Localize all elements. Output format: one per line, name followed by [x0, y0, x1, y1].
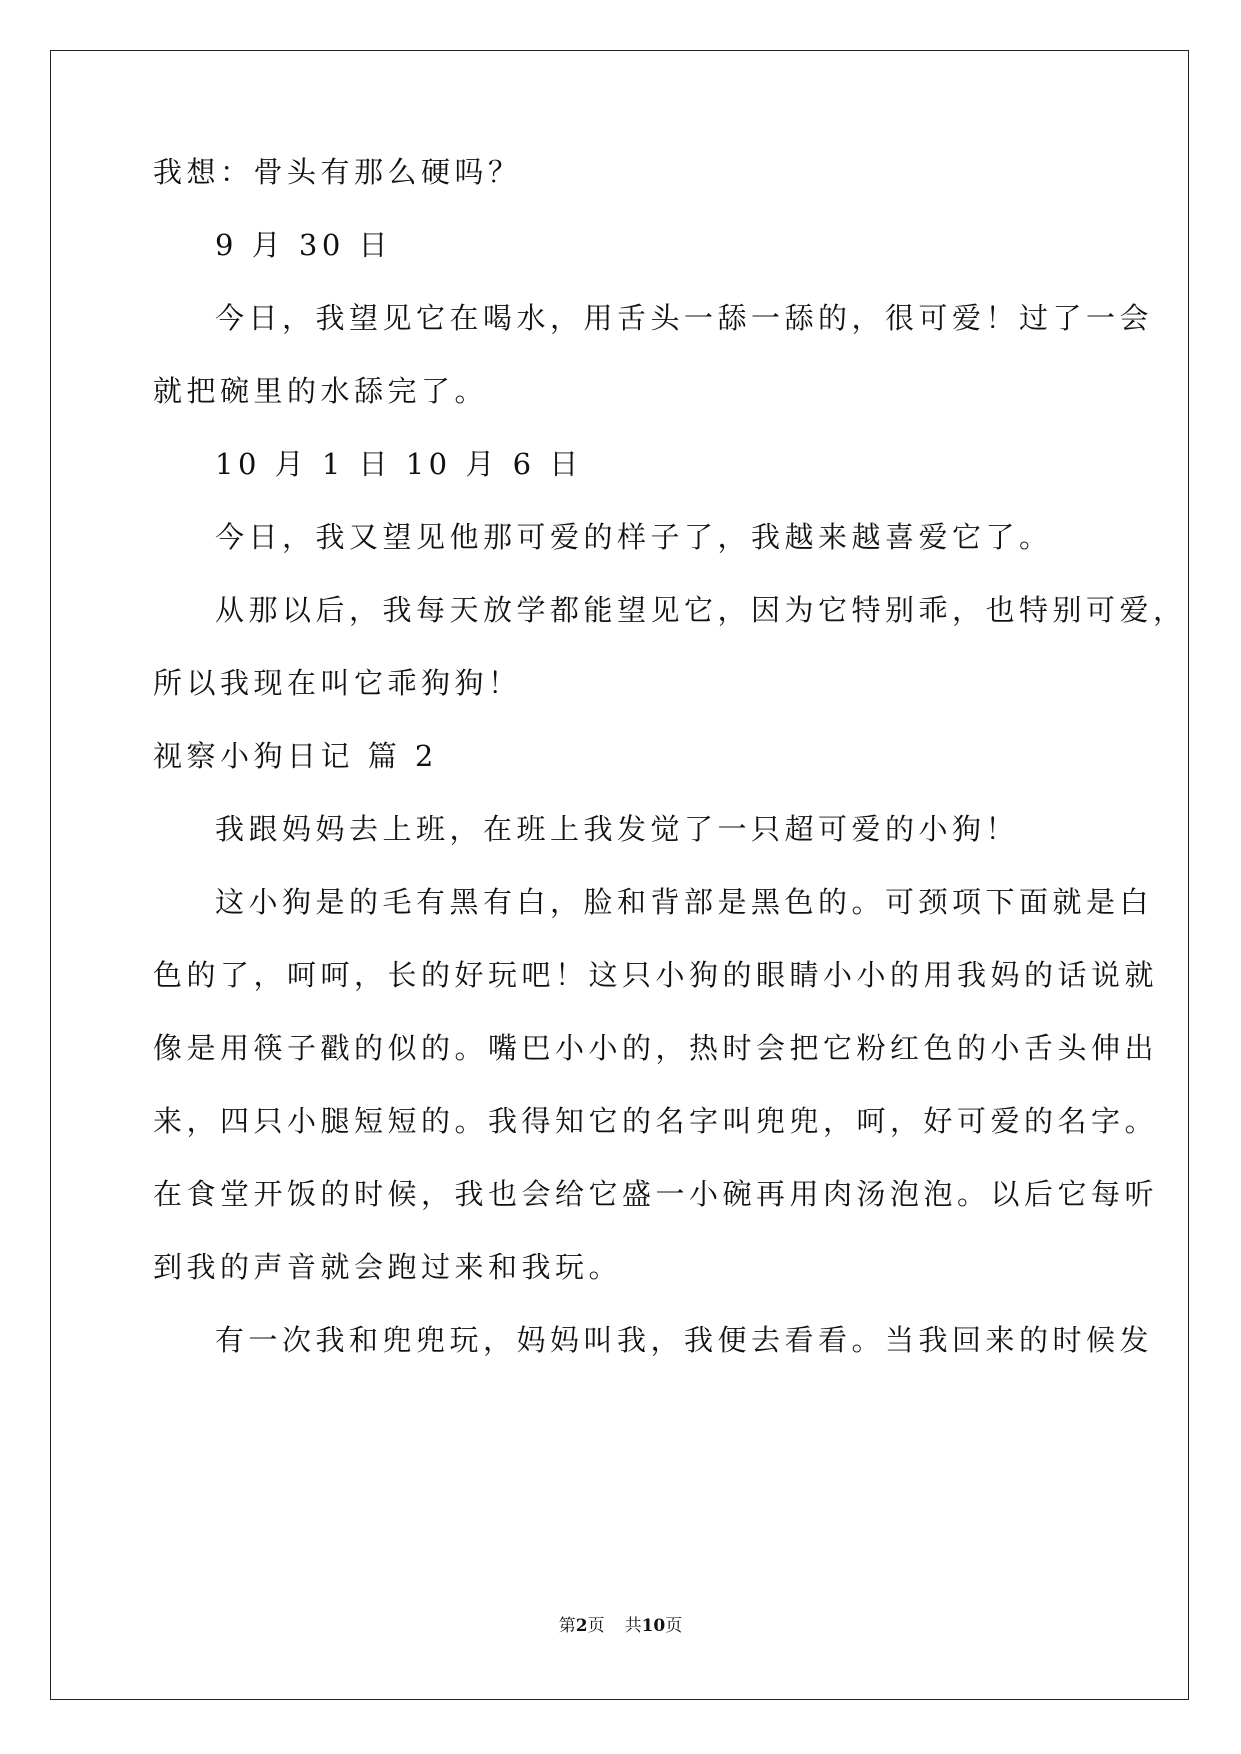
- total-suffix: 页: [665, 1616, 683, 1636]
- total-prefix: 共: [624, 1616, 642, 1636]
- text-line: 来，四只小腿短短的。我得知它的名字叫兜兜，呵，好可爱的名字。: [153, 1104, 1159, 1138]
- page-footer: [0, 1611, 1241, 1636]
- page-total: 10: [641, 1616, 666, 1636]
- text-line: 到我的声音就会跑过来和我玩。: [153, 1250, 623, 1284]
- text-line: 色的了，呵呵，长的好玩吧！这只小狗的眼睛小小的用我妈的话说就: [153, 958, 1159, 992]
- date-heading: 9 月 30 日: [215, 228, 393, 262]
- text-line: 我跟妈妈去上班，在班上我发觉了一只超可爱的小狗！: [215, 812, 1020, 846]
- page-prefix: 第: [558, 1616, 576, 1636]
- text-line: 像是用筷子戳的似的。嘴巴小小的，热时会把它粉红色的小舌头伸出: [153, 1031, 1159, 1065]
- page-current: 2: [575, 1616, 588, 1636]
- page-suffix: 页: [587, 1616, 605, 1636]
- text-line: 今日，我又望见他那可爱的样子了，我越来越喜爱它了。: [215, 520, 1053, 554]
- text-line: 所以我现在叫它乖狗狗！: [153, 666, 522, 700]
- text-line: 从那以后，我每天放学都能望见它，因为它特别乖，也特别可爱，: [215, 593, 1187, 627]
- text-line: 在食堂开饭的时候，我也会给它盛一小碗再用肉汤泡泡。以后它每听: [153, 1177, 1159, 1211]
- text-line: 今日，我望见它在喝水，用舌头一舔一舔的，很可爱！过了一会: [215, 301, 1154, 335]
- text-line: 就把碗里的水舔完了。: [153, 374, 489, 408]
- section-title: 视察小狗日记 篇 2: [153, 739, 438, 773]
- date-heading: 10 月 1 日 10 月 6 日: [215, 447, 583, 481]
- text-line: 有一次我和兜兜玩，妈妈叫我，我便去看看。当我回来的时候发: [215, 1323, 1154, 1357]
- text-line: 这小狗是的毛有黑有白，脸和背部是黑色的。可颈项下面就是白: [215, 885, 1154, 919]
- text-line: 我想：骨头有那么硬吗？: [153, 155, 522, 189]
